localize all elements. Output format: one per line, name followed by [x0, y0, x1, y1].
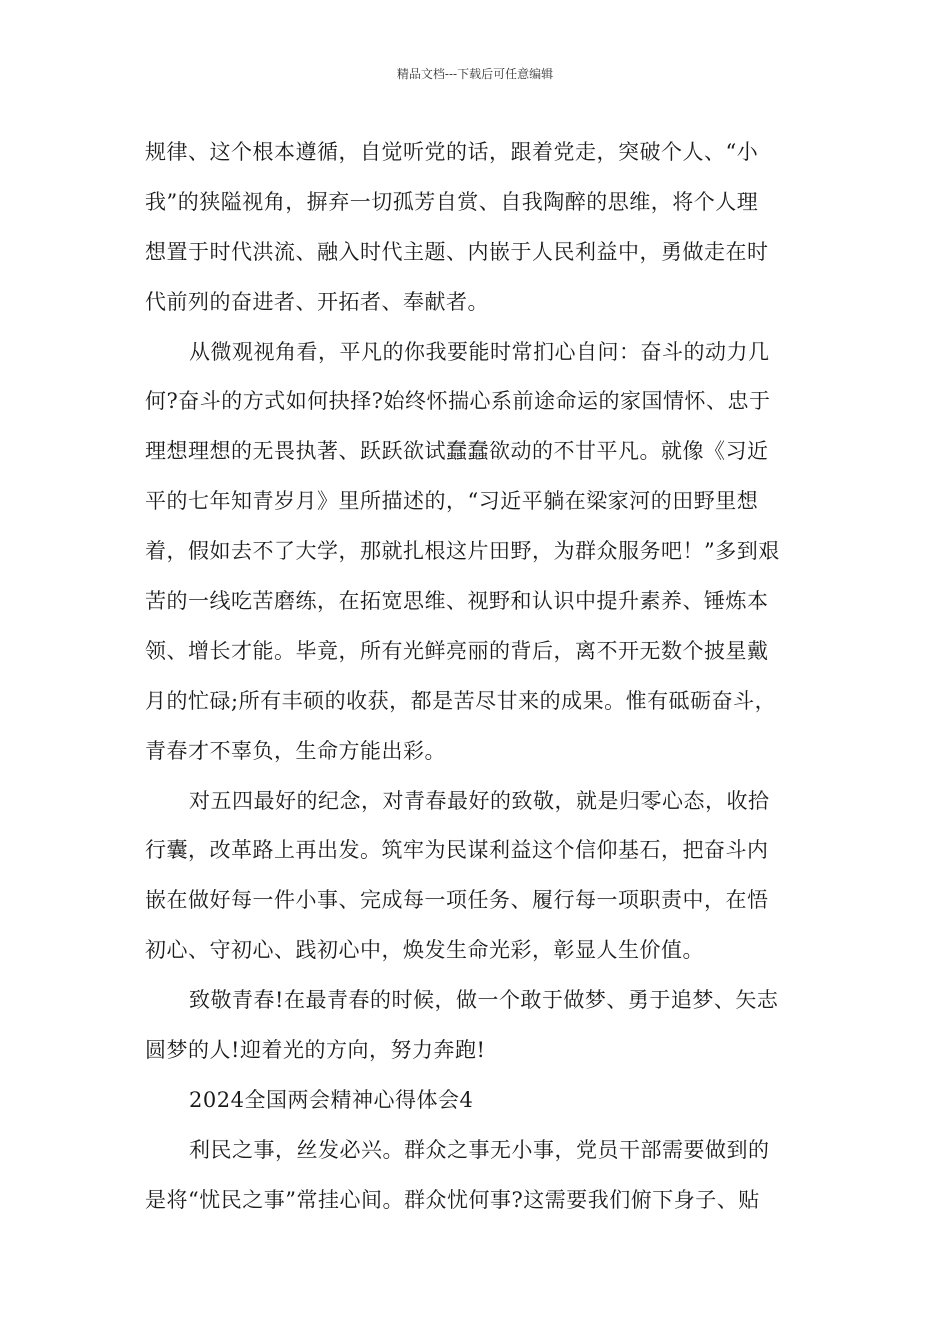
text-line: 圆梦的人!迎着光的方向，努力奔跑!: [145, 1038, 486, 1063]
page-header: 精品文档---下载后可任意编辑: [396, 67, 554, 81]
text-line: 月的忙碌;所有丰硕的收获，都是苦尽甘来的成果。惟有砥砺奋斗，: [145, 688, 777, 713]
section-heading: 2024全国两会精神心得体会4: [189, 1087, 474, 1112]
text-line: 平的七年知青岁月》里所描述的，“习近平躺在梁家河的田野里想: [145, 489, 759, 514]
text-line: 苦的一线吃苦磨练，在拓宽思维、视野和认识中提升素养、锤炼本: [145, 589, 769, 614]
text-line: 是将“忧民之事”常挂心间。群众忧何事?这需要我们俯下身子、贴: [145, 1187, 760, 1212]
text-line: 规律、这个根本遵循，自觉听党的话，跟着党走，突破个人、“小: [145, 140, 759, 164]
text-line: 何?奋斗的方式如何抉择?始终怀揣心系前途命运的家国情怀、忠于: [145, 389, 771, 414]
paragraph-first-line: 利民之事，丝发必兴。群众之事无小事，党员干部需要做到的: [189, 1137, 770, 1162]
text-line: 嵌在做好每一件小事、完成每一项任务、履行每一项职责中，在悟: [145, 888, 769, 913]
text-line: 着，假如去不了大学，那就扎根这片田野，为群众服务吧！”多到艰: [145, 539, 780, 564]
text-line: 理想理想的无畏执著、跃跃欲试蠢蠢欲动的不甘平凡。就像《习近: [145, 439, 769, 464]
text-line: 初心、守初心、践初心中，焕发生命光彩，彰显人生价值。: [145, 938, 704, 963]
text-line: 代前列的奋进者、开拓者、奉献者。: [145, 289, 489, 314]
text-line: 领、增长才能。毕竟，所有光鲜亮丽的背后，离不开无数个披星戴: [145, 638, 769, 663]
paragraph-first-line: 对五四最好的纪念，对青春最好的致敬，就是归零心态，收拾: [189, 788, 770, 813]
text-line: 我”的狭隘视角，摒弃一切孤芳自赏、自我陶醉的思维，将个人理: [145, 189, 759, 214]
document-body: [145, 128, 813, 1226]
text-line: 行囊，改革路上再出发。筑牢为民谋利益这个信仰基石，把奋斗内: [145, 838, 769, 863]
paragraph-first-line: 致敬青春!在最青春的时候，做一个敢于做梦、勇于追梦、矢志: [189, 988, 779, 1013]
paragraph-first-line: 从微观视角看，平凡的你我要能时常扪心自问：奋斗的动力几: [189, 339, 770, 364]
text-line: 想置于时代洪流、融入时代主题、内嵌于人民利益中，勇做走在时: [145, 239, 769, 264]
text-line: 青春才不辜负，生命方能出彩。: [145, 738, 446, 763]
